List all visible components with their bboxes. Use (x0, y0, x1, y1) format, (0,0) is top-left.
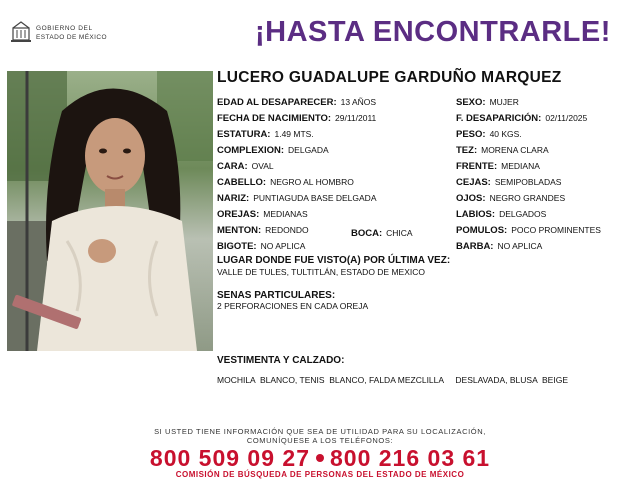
field-birthdate: FECHA DE NACIMIENTO: 29/11/2011 (217, 113, 377, 124)
last-seen-value: VALLE DE TULES, TULTITLÁN, ESTADO DE MEXICO (217, 267, 425, 277)
field-lips: LABIOS: DELGADOS (456, 209, 547, 220)
government-logo (10, 20, 130, 48)
field-sex: SEXO: MUJER (456, 97, 519, 108)
last-seen-label: LUGAR DONDE FUE VISTO(A) POR ÚLTIMA VEZ: (217, 255, 451, 266)
field-complexion: TEZ: MORENA CLARA (456, 145, 549, 156)
person-name: LUCERO GUADALUPE GARDUÑO MARQUEZ (217, 69, 562, 86)
field-nose: NARIZ: PUNTIAGUDA BASE DELGADA (217, 193, 377, 204)
field-mustache: BIGOTE: NO APLICA (217, 241, 306, 252)
portrait-illustration (7, 71, 213, 351)
field-eyes: OJOS: NEGRO GRANDES (456, 193, 566, 204)
field-chin: MENTON: REDONDO (217, 225, 309, 236)
field-disappearance-date: F. DESAPARICIÓN: 02/11/2025 (456, 113, 588, 124)
field-eyebrows: CEJAS: SEMIPOBLADAS (456, 177, 562, 188)
info-line-1: SI USTED TIENE INFORMACIÓN QUE SEA DE UTILIDAD PARA SU LOCALIZACIÓN, (154, 427, 486, 436)
field-ears: OREJAS: MEDIANAS (217, 209, 308, 220)
field-mouth: BOCA: CHICA (351, 228, 413, 239)
field-beard: BARBA: NO APLICA (456, 241, 543, 252)
phone-1[interactable]: 800 509 09 27 (149, 445, 310, 471)
field-height: ESTATURA: 1.49 MTS. (217, 129, 314, 140)
field-build: COMPLEXION: DELGADA (217, 145, 329, 156)
gov-line-2: ESTADO DE MÉXICO (36, 34, 107, 41)
bullet-icon (316, 454, 324, 462)
gov-line-1: GOBIERNO DEL (36, 25, 93, 32)
clothing-label: VESTIMENTA Y CALZADO: (217, 355, 345, 366)
field-forehead: FRENTE: MEDIANA (456, 161, 540, 172)
headline: ¡HASTA ENCONTRARLE! (255, 16, 611, 48)
marks-label: SENAS PARTICULARES: (217, 290, 336, 301)
field-weight: PESO: 40 KGS. (456, 129, 522, 140)
field-hair: CABELLO: NEGRO AL HOMBRO (217, 177, 354, 188)
phone-numbers (0, 445, 640, 472)
field-cheekbones: POMULOS: POCO PROMINENTES (456, 225, 601, 236)
marks-value: 2 PERFORACIONES EN CADA OREJA (217, 301, 369, 311)
clothing-value: MOCHILA BLANCO, TENIS BLANCO, FALDA MEZCLILLA DESLAVADA, BLUSA BEIGE (217, 375, 568, 385)
state-seal-icon (10, 20, 32, 44)
field-age: EDAD AL DESAPARECER: 13 AÑOS (217, 97, 377, 108)
missing-person-photo (7, 71, 213, 351)
phone-2[interactable]: 800 216 03 61 (330, 445, 491, 471)
info-line-2: COMUNÍQUESE A LOS TELÉFONOS: (246, 436, 394, 445)
footer-commission: COMISIÓN DE BÚSQUEDA DE PERSONAS DEL ESTADO DE MÉXICO (175, 470, 465, 479)
field-face: CARA: OVAL (217, 161, 274, 172)
